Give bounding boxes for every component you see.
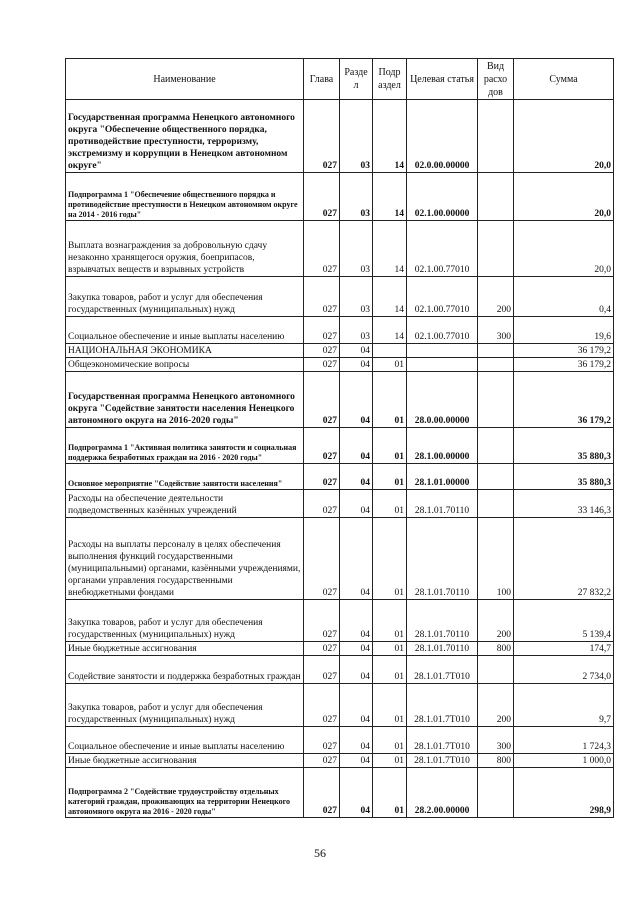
table-row	[66, 684, 614, 727]
row-summa: 36 179,2	[514, 344, 614, 358]
row-glava: 027	[304, 600, 340, 642]
row-target: 28.1.01.70110	[407, 600, 478, 642]
row-razdel: 04	[340, 428, 373, 464]
row-name: Подпрограмма 2 "Содействие трудоустройству отдельных категорий граждан, проживающих на территории Ненецкого автономного округа на 2016 - 2020 годы"	[66, 768, 304, 818]
row-target: 28.0.00.00000	[407, 372, 478, 428]
row-name: Закупка товаров, работ и услуг для обеспечения государственных (муниципальных) нужд	[66, 684, 304, 727]
row-summa: 298,9	[514, 768, 614, 818]
row-target: 28.1.00.00000	[407, 428, 478, 464]
row-target: 02.0.00.00000	[407, 100, 478, 173]
table-row	[66, 221, 614, 277]
row-name: Расходы на обеспечение деятельности подведомственных казённых учреждений	[66, 490, 304, 518]
row-razdel: 03	[340, 221, 373, 277]
row-razdel: 04	[340, 727, 373, 754]
header-row	[66, 59, 614, 100]
table-row	[66, 358, 614, 372]
row-podrazdel: 01	[373, 372, 407, 428]
row-target	[407, 344, 478, 358]
row-target: 28.1.01.70110	[407, 518, 478, 600]
row-vid	[478, 428, 514, 464]
row-name: Государственная программа Ненецкого автономного округа "Содействие занятости населения Ненецкого автономного округа на 2016-2020 годы"	[66, 372, 304, 428]
row-podrazdel: 01	[373, 684, 407, 727]
table-row	[66, 727, 614, 754]
row-summa: 20,0	[514, 221, 614, 277]
row-target: 28.1.01.7Т010	[407, 656, 478, 684]
row-podrazdel: 01	[373, 656, 407, 684]
row-podrazdel: 01	[373, 518, 407, 600]
row-glava: 027	[304, 464, 340, 490]
table-row	[66, 464, 614, 490]
row-name: Выплата вознаграждения за добровольную сдачу незаконно хранящегося оружия, боеприпасов, взрывчатых веществ и взрывных устройств	[66, 221, 304, 277]
row-name: Основное мероприятие "Содействие занятости населения"	[66, 464, 304, 490]
row-razdel: 04	[340, 754, 373, 768]
header-razdel: Разде л	[340, 59, 373, 100]
row-razdel: 04	[340, 768, 373, 818]
row-vid: 300	[478, 317, 514, 344]
row-podrazdel	[373, 344, 407, 358]
row-target: 28.1.01.7Т010	[407, 684, 478, 727]
row-podrazdel: 14	[373, 221, 407, 277]
row-vid: 800	[478, 642, 514, 656]
header-summa: Сумма	[514, 59, 614, 100]
row-name: НАЦИОНАЛЬНАЯ ЭКОНОМИКА	[66, 344, 304, 358]
row-podrazdel: 01	[373, 600, 407, 642]
row-summa: 27 832,2	[514, 518, 614, 600]
row-target	[407, 358, 478, 372]
header-podrazdel: Подр аздел	[373, 59, 407, 100]
row-name: Социальное обеспечение и иные выплаты населению	[66, 727, 304, 754]
table-row	[66, 344, 614, 358]
table-row	[66, 768, 614, 818]
row-name: Иные бюджетные ассигнования	[66, 754, 304, 768]
table-row	[66, 656, 614, 684]
row-summa: 35 880,3	[514, 428, 614, 464]
row-name: Подпрограмма 1 "Активная политика занятости и социальная поддержка безработных граждан на 2016 - 2020 годы"	[66, 428, 304, 464]
row-vid	[478, 490, 514, 518]
row-vid	[478, 100, 514, 173]
row-vid	[478, 372, 514, 428]
row-vid	[478, 358, 514, 372]
row-summa: 33 146,3	[514, 490, 614, 518]
row-razdel: 03	[340, 100, 373, 173]
row-summa: 20,0	[514, 173, 614, 221]
row-target: 02.1.00.77010	[407, 317, 478, 344]
header-glava: Глава	[304, 59, 340, 100]
row-summa: 35 880,3	[514, 464, 614, 490]
row-vid: 800	[478, 754, 514, 768]
table-row	[66, 372, 614, 428]
header-target: Целевая статья	[407, 59, 478, 100]
table-row	[66, 173, 614, 221]
table-row	[66, 600, 614, 642]
row-summa: 36 179,2	[514, 372, 614, 428]
row-glava: 027	[304, 317, 340, 344]
row-razdel: 03	[340, 317, 373, 344]
row-summa: 1 724,3	[514, 727, 614, 754]
row-razdel: 04	[340, 518, 373, 600]
row-glava: 027	[304, 277, 340, 317]
header-vid: Вид расхо дов	[478, 59, 514, 100]
row-vid	[478, 768, 514, 818]
row-glava: 027	[304, 656, 340, 684]
row-name: Государственная программа Ненецкого автономного округа "Обеспечение общественного порядка, противодействие преступности, терроризму, экстремизму и коррупции в Ненецком автономном округе"	[66, 100, 304, 173]
row-razdel: 03	[340, 173, 373, 221]
row-glava: 027	[304, 358, 340, 372]
row-podrazdel: 01	[373, 358, 407, 372]
table-row	[66, 317, 614, 344]
row-vid: 200	[478, 600, 514, 642]
row-glava: 027	[304, 100, 340, 173]
row-target: 28.1.01.70110	[407, 642, 478, 656]
row-razdel: 04	[340, 684, 373, 727]
row-name: Подпрограмма 1 "Обеспечение общественного порядка и противодействие преступности в Ненецком автономном округе на 2014 - 2016 годы"	[66, 173, 304, 221]
header-name: Наименование	[66, 59, 304, 100]
row-glava: 027	[304, 684, 340, 727]
row-glava: 027	[304, 344, 340, 358]
row-razdel: 04	[340, 358, 373, 372]
row-razdel: 04	[340, 656, 373, 684]
row-podrazdel: 01	[373, 464, 407, 490]
row-name: Расходы на выплаты персоналу в целях обеспечения выполнения функций государственными (муниципальными) органами, казёнными учреждениями, органами управления государственными внебюджетными фондами	[66, 518, 304, 600]
row-target: 02.1.00.77010	[407, 221, 478, 277]
table-row	[66, 428, 614, 464]
row-razdel: 04	[340, 642, 373, 656]
row-summa: 0,4	[514, 277, 614, 317]
row-podrazdel: 14	[373, 100, 407, 173]
table-row	[66, 490, 614, 518]
budget-table	[65, 58, 614, 818]
row-summa: 19,6	[514, 317, 614, 344]
row-razdel: 04	[340, 600, 373, 642]
row-target: 28.1.01.7Т010	[407, 754, 478, 768]
row-name: Содействие занятости и поддержка безработных граждан	[66, 656, 304, 684]
row-summa: 1 000,0	[514, 754, 614, 768]
row-razdel: 04	[340, 490, 373, 518]
row-target: 02.1.00.00000	[407, 173, 478, 221]
table-row	[66, 754, 614, 768]
table-row	[66, 100, 614, 173]
table-row	[66, 642, 614, 656]
row-podrazdel: 01	[373, 768, 407, 818]
row-glava: 027	[304, 518, 340, 600]
row-summa: 36 179,2	[514, 358, 614, 372]
row-glava: 027	[304, 727, 340, 754]
row-vid	[478, 656, 514, 684]
row-podrazdel: 14	[373, 173, 407, 221]
row-podrazdel: 01	[373, 490, 407, 518]
row-vid: 200	[478, 277, 514, 317]
row-name: Иные бюджетные ассигнования	[66, 642, 304, 656]
row-vid	[478, 464, 514, 490]
page-number: 56	[314, 846, 326, 860]
row-glava: 027	[304, 768, 340, 818]
row-summa: 5 139,4	[514, 600, 614, 642]
row-glava: 027	[304, 428, 340, 464]
row-name: Социальное обеспечение и иные выплаты населению	[66, 317, 304, 344]
row-target: 28.1.01.7Т010	[407, 727, 478, 754]
row-vid: 100	[478, 518, 514, 600]
row-name: Общеэкономические вопросы	[66, 358, 304, 372]
row-glava: 027	[304, 372, 340, 428]
row-summa: 2 734,0	[514, 656, 614, 684]
row-podrazdel: 14	[373, 317, 407, 344]
row-vid: 200	[478, 684, 514, 727]
row-vid	[478, 173, 514, 221]
row-podrazdel: 01	[373, 727, 407, 754]
row-vid	[478, 344, 514, 358]
table-row	[66, 518, 614, 600]
row-razdel: 04	[340, 344, 373, 358]
row-target: 28.1.01.00000	[407, 464, 478, 490]
row-target: 28.1.01.70110	[407, 490, 478, 518]
row-name: Закупка товаров, работ и услуг для обеспечения государственных (муниципальных) нужд	[66, 277, 304, 317]
row-vid: 300	[478, 727, 514, 754]
row-glava: 027	[304, 490, 340, 518]
row-glava: 027	[304, 754, 340, 768]
table-row	[66, 277, 614, 317]
row-target: 28.2.00.00000	[407, 768, 478, 818]
row-glava: 027	[304, 173, 340, 221]
row-summa: 174,7	[514, 642, 614, 656]
row-podrazdel: 01	[373, 642, 407, 656]
row-razdel: 04	[340, 372, 373, 428]
row-podrazdel: 01	[373, 754, 407, 768]
row-razdel: 04	[340, 464, 373, 490]
row-name: Закупка товаров, работ и услуг для обеспечения государственных (муниципальных) нужд	[66, 600, 304, 642]
row-podrazdel: 14	[373, 277, 407, 317]
row-glava: 027	[304, 642, 340, 656]
row-target: 02.1.00.77010	[407, 277, 478, 317]
row-summa: 20,0	[514, 100, 614, 173]
row-razdel: 03	[340, 277, 373, 317]
row-podrazdel: 01	[373, 428, 407, 464]
row-summa: 9,7	[514, 684, 614, 727]
row-vid	[478, 221, 514, 277]
row-glava: 027	[304, 221, 340, 277]
